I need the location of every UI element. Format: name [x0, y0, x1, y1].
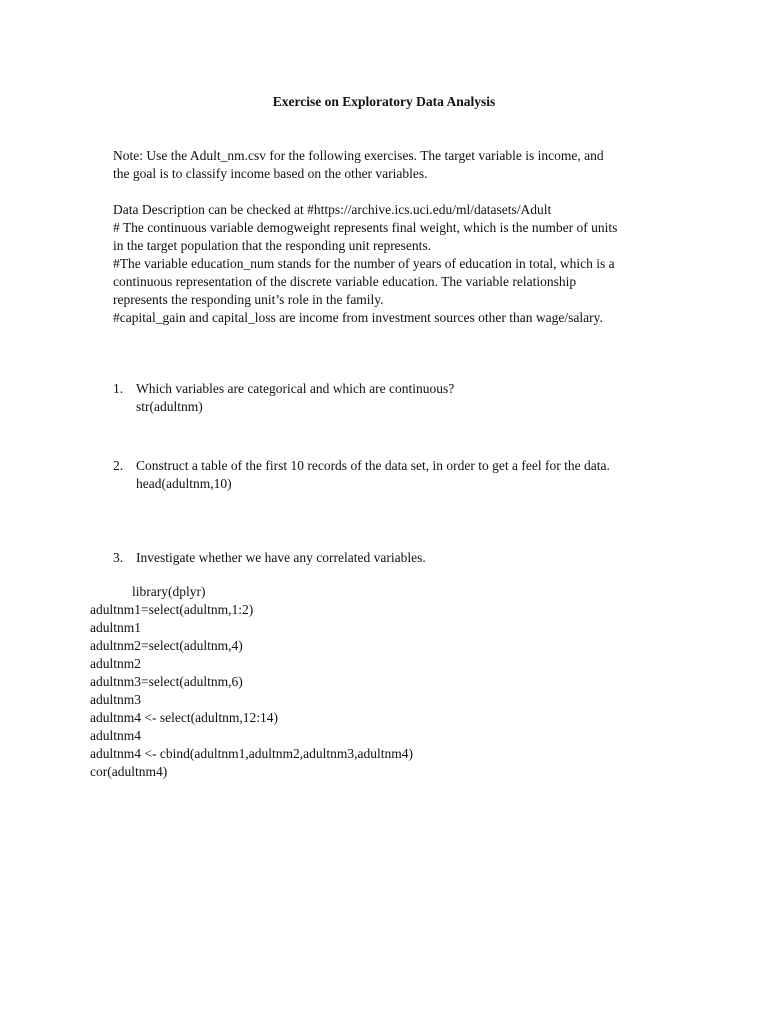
code-line: adultnm1	[90, 620, 141, 635]
code-line: adultnm4 <- select(adultnm,12:14)	[90, 710, 278, 725]
description-line: #The variable education_num stands for the number of years of education in total, which is a	[113, 256, 615, 271]
description-line: # The continuous variable demogweight represents final weight, which is the number of units	[113, 220, 618, 235]
note-paragraph	[113, 147, 693, 183]
question-number: 2.	[113, 458, 124, 473]
question-number: 1.	[113, 381, 124, 396]
question-text: Investigate whether we have any correlated variables.	[136, 550, 426, 565]
question-text: Construct a table of the first 10 records of the data set, in order to get a feel for the data.	[136, 458, 610, 473]
question-code: str(adultnm)	[136, 399, 203, 414]
code-line: adultnm4	[90, 728, 141, 743]
description-line: #capital_gain and capital_loss are income from investment sources other than wage/salary.	[113, 310, 603, 325]
code-block	[90, 583, 690, 781]
question-number: 3.	[113, 550, 124, 565]
data-description-paragraph	[113, 201, 693, 327]
code-line: adultnm3=select(adultnm,6)	[90, 674, 243, 689]
code-line: adultnm4 <- cbind(adultnm1,adultnm2,adultnm3,adultnm4)	[90, 746, 413, 761]
document-title: Exercise on Exploratory Data Analysis	[272, 94, 496, 109]
question-code: head(adultnm,10)	[136, 476, 232, 491]
code-line: adultnm2=select(adultnm,4)	[90, 638, 243, 653]
code-line: cor(adultnm4)	[90, 764, 168, 779]
description-line: Data Description can be checked at #https://archive.ics.uci.edu/ml/datasets/Adult	[113, 202, 552, 217]
description-line: continuous representation of the discrete variable education. The variable relationship	[113, 274, 577, 289]
note-line: the goal is to classify income based on the other variables.	[113, 166, 428, 181]
code-line: library(dplyr)	[132, 584, 206, 599]
code-line: adultnm2	[90, 656, 141, 671]
code-line: adultnm3	[90, 692, 141, 707]
description-line: in the target population that the responding unit represents.	[113, 238, 432, 253]
note-line: Note: Use the Adult_nm.csv for the following exercises. The target variable is income, and	[113, 148, 604, 163]
description-line: represents the responding unit’s role in the family.	[113, 292, 384, 307]
question-text: Which variables are categorical and which are continuous?	[136, 381, 455, 396]
code-line: adultnm1=select(adultnm,1:2)	[90, 602, 254, 617]
